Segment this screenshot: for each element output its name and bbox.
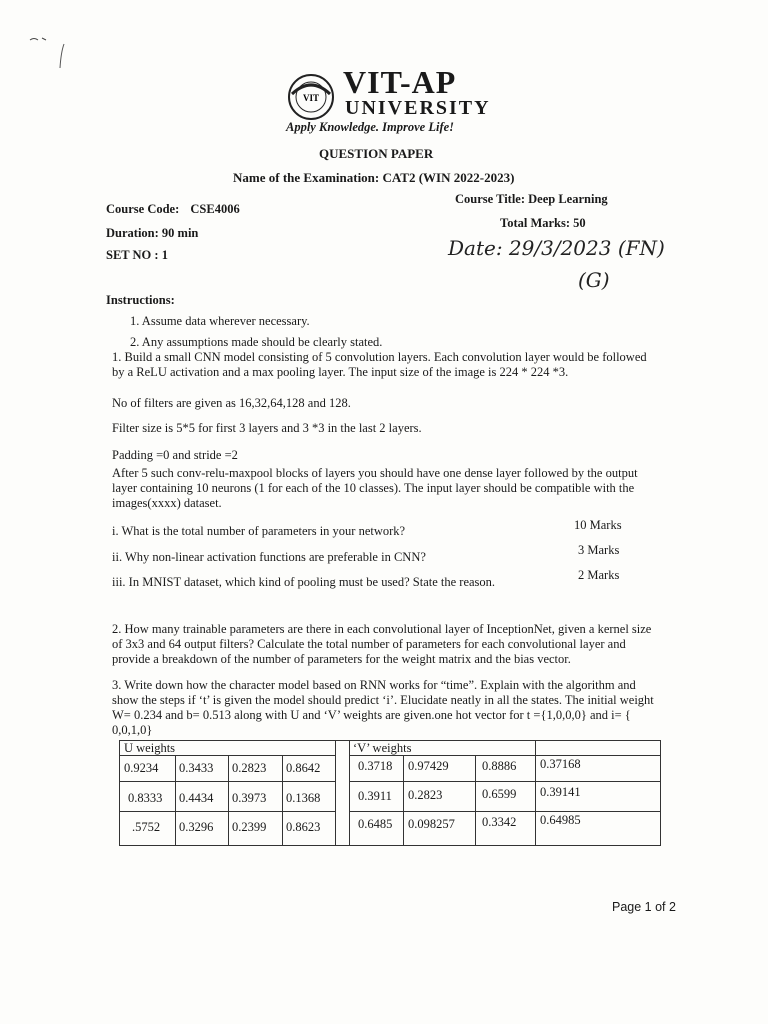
v-weights-header: ‘V’ weights	[353, 741, 412, 755]
v-cell: 0.3911	[358, 789, 392, 803]
v-cell: 0.098257	[408, 817, 455, 831]
v-cell: 0.64985	[540, 813, 581, 827]
question-1-sub-i: i. What is the total number of parameters in your network?	[112, 524, 406, 538]
instruction-item: 2. Any assumptions made should be clearly stated.	[130, 335, 383, 349]
exam-name: Name of the Examination: CAT2 (WIN 2022-2023)	[233, 170, 515, 185]
u-weights-header: U weights	[124, 741, 176, 755]
u-cell: 0.3973	[232, 791, 267, 805]
question-1-intro: 1. Build a small CNN model consisting of 5 convolution layers. Each convolution layer would be followed by a ReLU activation and a max pooling layer. The input size of the image is 224 * 224 *3.	[112, 350, 647, 379]
weights-table	[119, 740, 661, 846]
question-1-sub-iii-marks: 2 Marks	[578, 568, 620, 582]
instructions-title: Instructions:	[106, 293, 175, 307]
v-cell: 0.8886	[482, 759, 517, 773]
set-number: SET NO : 1	[106, 248, 168, 262]
university-logo	[283, 64, 491, 136]
v-cell: 0.6599	[482, 787, 517, 801]
handwritten-slot: (G)	[578, 268, 610, 292]
u-cell: 0.1368	[286, 791, 321, 805]
question-1-sub-iii: iii. In MNIST dataset, which kind of pooling must be used? State the reason.	[112, 575, 496, 589]
u-cell: .5752	[132, 820, 161, 834]
v-cell: 0.6485	[358, 817, 393, 831]
svg-text:VIT: VIT	[302, 93, 320, 103]
u-cell: 0.8333	[128, 791, 163, 805]
u-cell: 0.8642	[286, 761, 321, 775]
brand-subtitle: UNIVERSITY	[345, 97, 491, 119]
u-cell: 0.2823	[232, 761, 267, 775]
question-1-filter-size: Filter size is 5*5 for first 3 layers and 3 *3 in the last 2 layers.	[112, 421, 422, 435]
course-code-label: Course Code:	[106, 202, 180, 216]
paper-title: QUESTION PAPER	[319, 146, 434, 161]
question-1-sub-ii: ii. Why non-linear activation functions are preferable in CNN?	[112, 550, 426, 564]
brand-tagline: Apply Knowledge. Improve Life!	[286, 120, 455, 134]
v-cell: 0.2823	[408, 788, 443, 802]
question-3: 3. Write down how the character model based on RNN works for “time”. Explain with the algorithm and show the steps if ‘t’ is given the model should predict ‘i’. Elucidate neatly in all the states. The initial weight W= 0.234 and b= 0.513 along with U and ‘V’ weights are given.one hot vector for t ={1,0,0,0} and i= { 0,0,1,0}	[112, 678, 654, 737]
question-1-dense: After 5 such conv-relu-maxpool blocks of layers you should have one dense layer followed by the output layer containing 10 neurons (1 for each of the 10 classes). The input layer should be compatible with the images(xxxx) dataset.	[112, 466, 638, 510]
u-cell: 0.3433	[179, 761, 214, 775]
u-cell: 0.3296	[179, 820, 214, 834]
u-cell: 0.2399	[232, 820, 267, 834]
total-marks: Total Marks: 50	[500, 216, 586, 230]
v-cell: 0.97429	[408, 759, 449, 773]
u-cell: 0.4434	[179, 791, 214, 805]
page-number: Page 1 of 2	[612, 900, 676, 914]
question-1-padding: Padding =0 and stride =2	[112, 448, 238, 462]
duration: Duration: 90 min	[106, 226, 199, 240]
v-cell: 0.3718	[358, 759, 393, 773]
handwritten-date: Date: 29/3/2023 (FN)	[448, 236, 665, 260]
seal-icon	[286, 72, 336, 122]
pen-mark	[28, 30, 78, 70]
question-1-sub-i-marks: 10 Marks	[574, 518, 622, 532]
v-cell: 0.39141	[540, 785, 581, 799]
course-title: Course Title: Deep Learning	[455, 192, 608, 206]
course-code	[106, 202, 240, 217]
v-cell: 0.3342	[482, 815, 517, 829]
question-1-filters: No of filters are given as 16,32,64,128 and 128.	[112, 396, 351, 410]
u-cell: 0.8623	[286, 820, 321, 834]
brand-name: VIT-AP	[343, 64, 457, 100]
question-2: 2. How many trainable parameters are there in each convolutional layer of InceptionNet, given a kernel size of 3x3 and 64 output filters? Calculate the total number of parameters for each convolutional layer and provide a breakdown of the number of parameters for the weight matrix and the bias vector.	[112, 622, 652, 666]
course-code-value: CSE4006	[190, 202, 240, 216]
instruction-item: 1. Assume data wherever necessary.	[130, 314, 310, 328]
u-cell: 0.9234	[124, 761, 159, 775]
v-cell: 0.37168	[540, 757, 581, 771]
question-1-sub-ii-marks: 3 Marks	[578, 543, 620, 557]
